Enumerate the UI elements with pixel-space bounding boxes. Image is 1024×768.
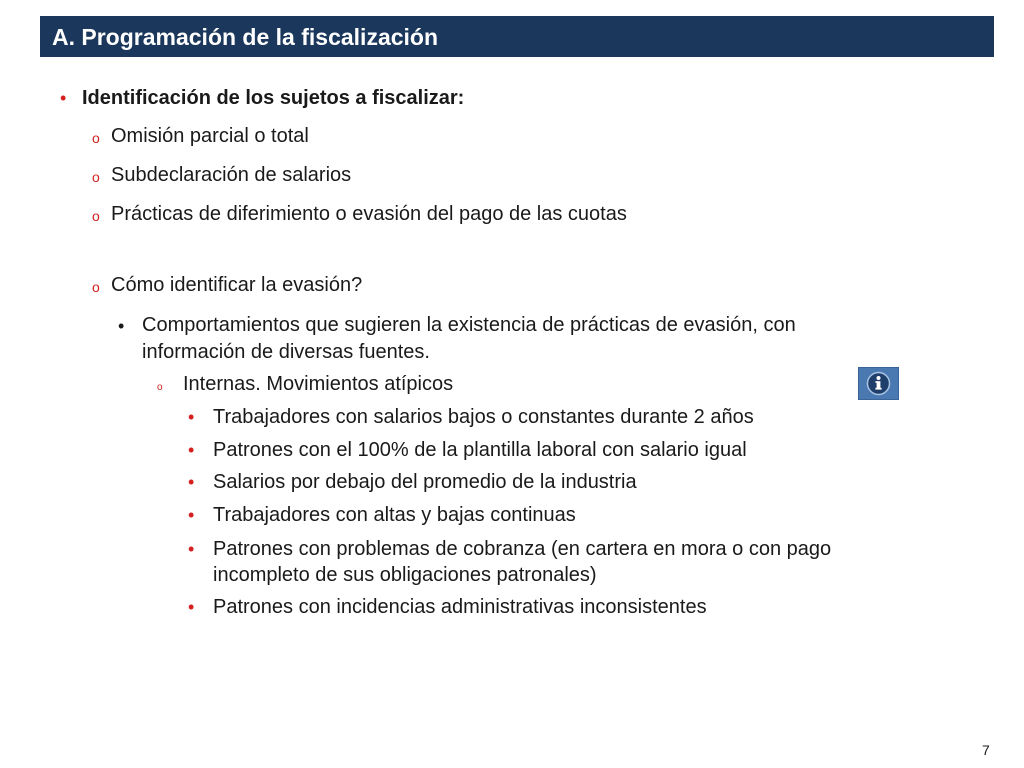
bullet-dot-icon: • <box>118 316 125 336</box>
bullet-dot-icon: • <box>188 505 195 525</box>
bullet-dot-icon: • <box>60 88 67 108</box>
level5-bullet: Trabajadores con altas y bajas continuas <box>213 504 576 526</box>
level5-bullet: Trabajadores con salarios bajos o constantes durante 2 años <box>213 406 754 428</box>
sub-bullet: Subdeclaración de salarios <box>111 164 352 186</box>
bullet-circle-icon: o <box>92 169 100 185</box>
slide-title-bar <box>40 16 994 57</box>
bullet-circle-icon: o <box>157 382 163 393</box>
level5-bullet: Patrones con incidencias administrativas inconsistentes <box>213 596 707 618</box>
level4-bullet: Internas. Movimientos atípicos <box>183 373 454 395</box>
sub-bullet: Omisión parcial o total <box>111 125 309 147</box>
level5-bullet-line2: incompleto de sus obligaciones patronales) <box>213 564 597 586</box>
level5-bullet: Salarios por debajo del promedio de la industria <box>213 471 637 493</box>
info-button[interactable] <box>858 367 899 400</box>
bullet-dot-icon: • <box>188 539 195 559</box>
main-bullet: Identificación de los sujetos a fiscalizar: <box>82 87 465 109</box>
info-icon <box>859 368 898 399</box>
bullet-dot-icon: • <box>188 407 195 427</box>
slide-title: A. Programación de la fiscalización <box>52 24 439 50</box>
bullet-circle-icon: o <box>92 130 100 146</box>
level3-bullet-line2: información de diversas fuentes. <box>142 341 430 363</box>
bullet-circle-icon: o <box>92 208 100 224</box>
sub-bullet: Cómo identificar la evasión? <box>111 274 363 296</box>
bullet-dot-icon: • <box>188 440 195 460</box>
level5-bullet: Patrones con el 100% de la plantilla laboral con salario igual <box>213 439 747 461</box>
sub-bullet: Prácticas de diferimiento o evasión del pago de las cuotas <box>111 203 627 225</box>
bullet-circle-icon: o <box>92 279 100 295</box>
level3-bullet-line1: Comportamientos que sugieren la existencia de prácticas de evasión, con <box>142 314 796 336</box>
bullet-dot-icon: • <box>188 472 195 492</box>
page-number: 7 <box>982 742 990 758</box>
level5-bullet-line1: Patrones con problemas de cobranza (en cartera en mora o con pago <box>213 538 832 560</box>
bullet-dot-icon: • <box>188 597 195 617</box>
